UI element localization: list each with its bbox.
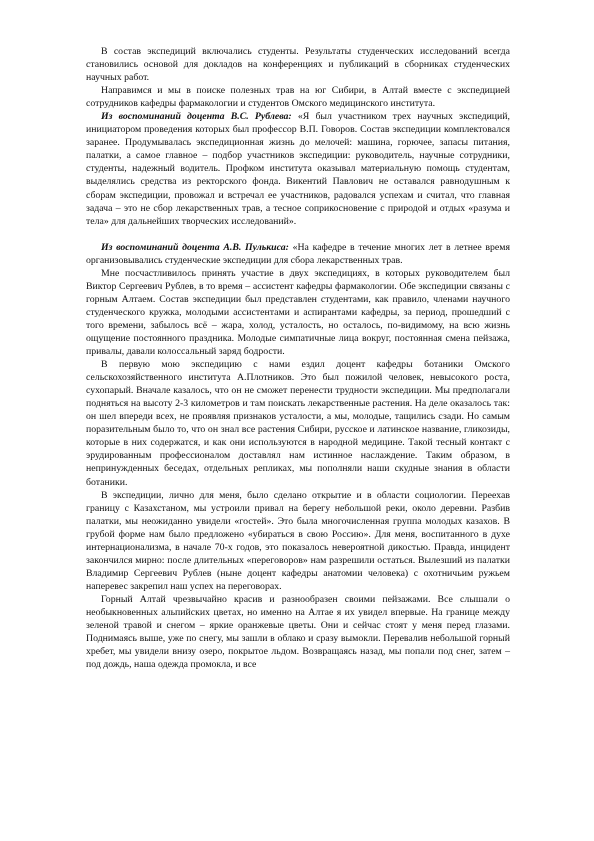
paragraph-text: Мне посчастливилось принять участие в двух экспедициях, в которых руководителем был Виктор Сергеевич Рублев, в то время – ассистент кафедры фармакологии. Обе экспедиции связаны с горным Алтаем. Состав экспедиции был представлен студентами, как правило, членами научного студенческого кружка, молодыми ассистентами и аспирантами кафедры, за период, прошедший с того времени, забылось всё – жара, холод, усталость, но осталось, по-видимому, на всю жизнь ощущение постоянного праздника. Молодые симпатичные лица вокруг, постоянная смена пейзажа, привалы, давали колоссальный заряд бодрости.: [86, 267, 510, 358]
paragraph-text: В экспедиции, лично для меня, было сделано открытие и в области социологии. Переехав границу с Казахстаном, мы устроили привал на берегу небольшой реки, около деревни. Разбив палатки, мы неожиданно увидели «гостей». Это была многочисленная группа молодых казахов. В грубой форме нам было предложено «убираться в свою Россию». Для меня, воспитанного в духе интернационализма, в начале 70-х годов, это показалось невероятной дикостью. Правда, инцидент закончился мирно: после длительных «переговоров» нам разрешили остаться. Вылезший из палатки Владимир Сергеевич Рублев (ныне доцент кафедры анатомии человека) с охотничьим ружьем наперевес закрепил наш успех на переговорах.: [86, 489, 510, 592]
paragraph-text: Горный Алтай чрезвычайно красив и разнообразен своими пейзажами. Все слышали о необыкновенных альпийских цветах, но именно на Алтае я их увидел впервые. На границе между зеленой травой и снегом – яркие оранжевые цветы. Они и сейчас стоят у меня перед глазами. Поднимаясь выше, уже по снегу, мы зашли в облако и сразу вымокли. Перевалив небольшой горный хребет, мы увидели внизу озеро, покрытое льдом. Возвращаясь назад, мы попали под снег, затем – под дождь, наша одежда промокла, и все: [86, 593, 510, 671]
paragraph-rublev-memoir: [86, 110, 510, 227]
document-page: [86, 45, 510, 671]
paragraph-lead: Из воспоминаний доцента А.В. Пулькиса:: [101, 241, 289, 253]
paragraph-intro: [86, 45, 510, 84]
paragraph-altai-expedition: [86, 84, 510, 110]
paragraph-botany-docent: [86, 358, 510, 488]
paragraph-spacer: [86, 228, 510, 241]
paragraph-text: «Я был участником трех научных экспедиций, инициатором проведения которых был профессор В.П. Говоров. Состав экспедиции комплектовался заранее. Продумывалась экспедиционная жизнь до мелочей: машина, горючее, запасы питания, палатки, а самое главное – подбор участников экспедиции: руководитель, научные сотрудники, студенты, надежный водитель. Профком института оказывал материальную помощь студентам, выделялись средства из ректорского фонда. Викентий Павлович не оставался равнодушным к сборам экспедиции, провожал и встречал ее участников, радовался успехам и считал, что главная задача – это не сбор лекарственных трав, а тесное соприкосновение с природой и отдых «разума и тела» для дальнейших творческих исследований».: [86, 111, 510, 227]
paragraph-text: В состав экспедиций включались студенты. Результаты студенческих исследований всегда становились основой для докладов на конференциях и публикаций в сборниках студенческих научных работ.: [86, 46, 510, 84]
paragraph-pulkis-memoir: [86, 241, 510, 267]
paragraph-lead: Из воспоминаний доцента В.С. Рублева:: [101, 111, 292, 123]
paragraph-text: В первую мою экспедицию с нами ездил доцент кафедры ботаники Омского сельскохозяйственного института А.Плотников. Это был пожилой человек, невысокого роста, сухопарый. Вначале казалось, что он не сможет перенести трудности экспедиции. Мы предполагали подняться на высоту 2-3 километров и там поискать лекарственные растения. На деле оказалось так: он шел впереди всех, не проявляя признаков усталости, а мы, молодые, тащились сзади. Но самым поразительным было то, что он знал все растения Сибири, русское и латинское название, гликозиды, которые в них содержатся, и как они используются в народной медицине. Такой тесный контакт с эрудированным профессионалом доставлял нам истинное наслаждение. Таким образом, в непринужденных беседах, отдельных репликах, мы пополняли наши скудные знания в области ботаники.: [86, 359, 510, 488]
paragraph-mountain-altai: [86, 593, 510, 671]
paragraph-two-expeditions: [86, 267, 510, 358]
paragraph-text: «На кафедре в течение многих лет в летнее время организовывались студенческие экспедиции для сбора лекарственных трав.: [86, 241, 510, 266]
paragraph-text: Направимся и мы в поиске полезных трав на юг Сибири, в Алтай вместе с экспедицией сотрудников кафедры фармакологии и студентов Омского медицинского института.: [86, 85, 510, 110]
paragraph-sociology: [86, 489, 510, 593]
